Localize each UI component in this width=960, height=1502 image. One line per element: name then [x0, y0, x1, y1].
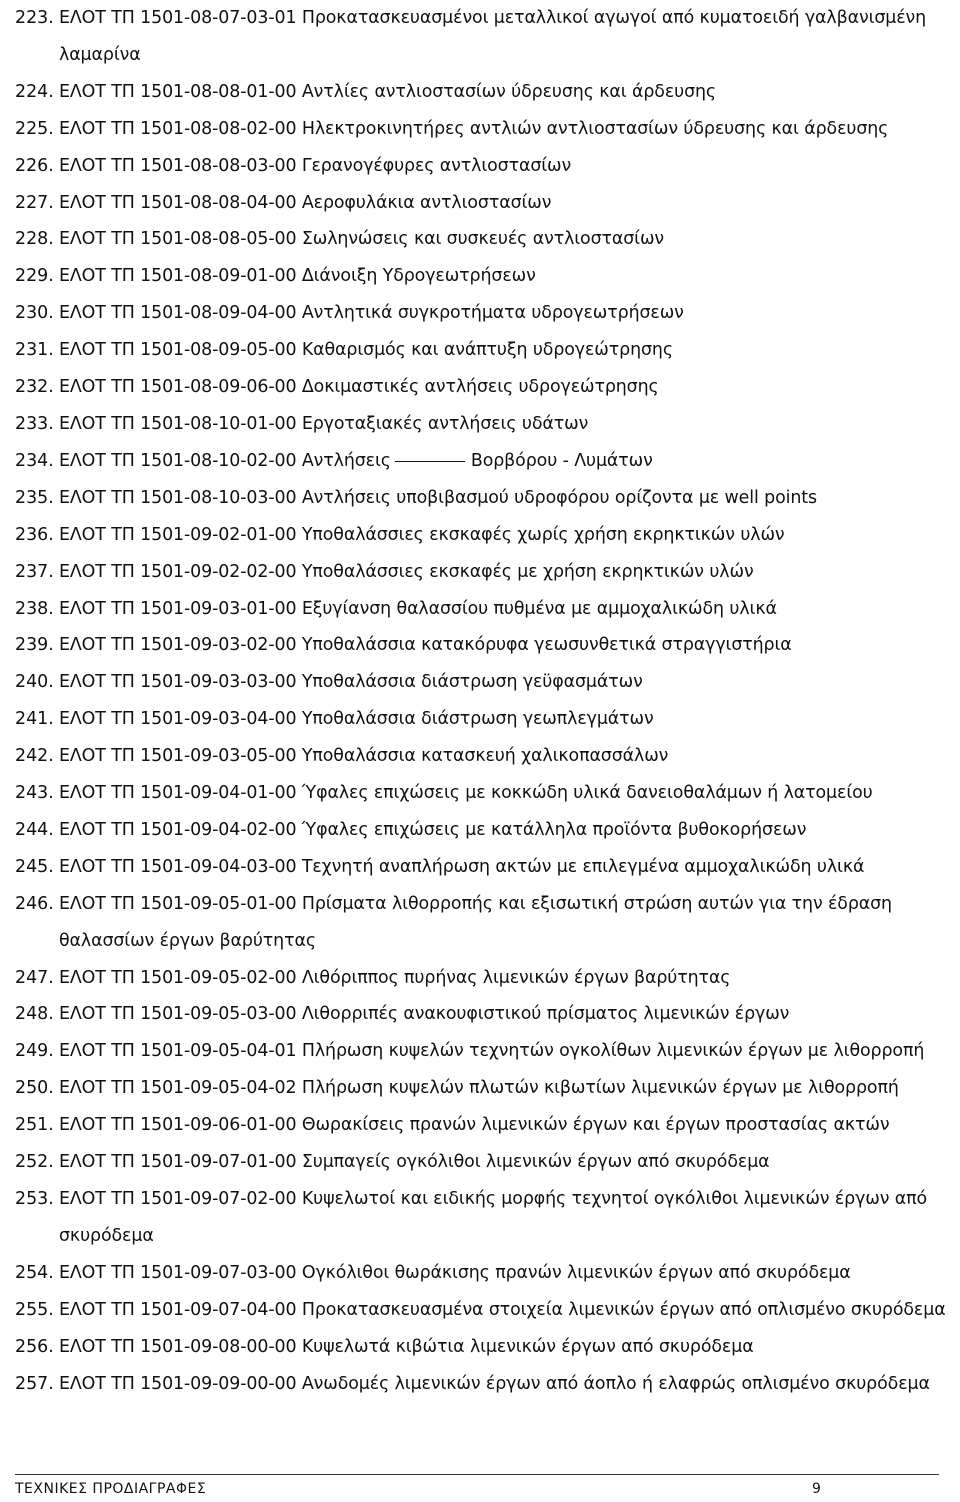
item-number: 250. — [15, 1078, 54, 1099]
list-item — [15, 738, 955, 775]
item-text: ΕΛΟΤ ΤΠ 1501-09-07-03-00 Ογκόλιθοι θωράκισης πρανών λιμενικών έργων από σκυρόδεμα — [59, 1262, 851, 1283]
item-number: 246. — [15, 893, 54, 914]
item-text: ΕΛΟΤ ΤΠ 1501-08-09-05-00 Καθαρισμός και ανάπτυξη υδρογεώτρησης — [59, 340, 673, 361]
item-text: ΕΛΟΤ ΤΠ 1501-09-08-00-00 Κυψελωτά κιβώτια λιμενικών έργων από σκυρόδεμα — [59, 1336, 754, 1357]
item-text: ΕΛΟΤ ΤΠ 1501-09-05-03-00 Λιθορριπές ανακουφιστικού πρίσματος λιμενικών έργων — [59, 1004, 790, 1025]
list-item — [15, 443, 955, 480]
item-text: ΕΛΟΤ ΤΠ 1501-09-05-01-00 Πρίσματα λιθορροπής και εξισωτική στρώση αυτών για την έδραση θαλασσίων έργων βαρύτητας — [59, 893, 892, 951]
list-item — [15, 627, 955, 664]
list-item — [15, 1292, 955, 1329]
item-number: 236. — [15, 524, 54, 545]
item-text: ΕΛΟΤ ΤΠ 1501-09-05-02-00 Λιθόριππος πυρήνας λιμενικών έργων βαρύτητας — [59, 967, 731, 988]
list-item — [15, 886, 955, 960]
item-number: 257. — [15, 1373, 54, 1394]
item-number: 252. — [15, 1152, 54, 1173]
item-text: ΕΛΟΤ ΤΠ 1501-09-03-02-00 Υποθαλάσσια κατακόρυφα γεωσυνθετικά στραγγιστήρια — [59, 635, 792, 656]
item-number: 224. — [15, 81, 54, 102]
list-item — [15, 960, 955, 997]
item-number: 256. — [15, 1336, 54, 1357]
list-item — [15, 258, 955, 295]
item-number: 239. — [15, 635, 54, 656]
item-text: ΕΛΟΤ ΤΠ 1501-09-04-02-00 Ύφαλες επιχώσεις με κατάλληλα προϊόντα βυθοκορήσεων — [59, 819, 807, 840]
list-item — [15, 517, 955, 554]
item-number: 238. — [15, 598, 54, 619]
item-text: ΕΛΟΤ ΤΠ 1501-08-08-05-00 Σωληνώσεις και συσκευές αντλιοστασίων — [59, 229, 665, 250]
item-text-part-b: Βορβόρου - Λυμάτων — [470, 450, 653, 471]
item-number: 226. — [15, 155, 54, 176]
item-number: 251. — [15, 1115, 54, 1136]
item-number: 249. — [15, 1041, 54, 1062]
footer-title: ΤΕΧΝΙΚΕΣ ΠΡΟΔΙΑΓΡΑΦΕΣ — [15, 1481, 207, 1497]
spec-list — [15, 0, 955, 1402]
item-text: ΕΛΟΤ ΤΠ 1501-09-05-04-02 Πλήρωση κυψελών πλωτών κιβωτίων λιμενικών έργων με λιθορροπή — [59, 1078, 899, 1099]
list-item — [15, 1070, 955, 1107]
item-number: 248. — [15, 1004, 54, 1025]
item-number: 241. — [15, 709, 54, 730]
item-number: 243. — [15, 783, 54, 804]
item-text: ΕΛΟΤ ΤΠ 1501-09-04-03-00 Τεχνητή αναπλήρωση ακτών με επιλεγμένα αμμοχαλικώδη υλικά — [59, 856, 865, 877]
list-item — [15, 369, 955, 406]
item-text: ΕΛΟΤ ΤΠ 1501-09-07-01-00 Συμπαγείς ογκόλιθοι λιμενικών έργων από σκυρόδεμα — [59, 1152, 770, 1173]
item-number: 232. — [15, 377, 54, 398]
list-item — [15, 812, 955, 849]
list-item — [15, 295, 955, 332]
item-text: ΕΛΟΤ ΤΠ 1501-09-03-01-00 Εξυγίανση θαλασσίου πυθμένα με αμμοχαλικώδη υλικά — [59, 598, 777, 619]
item-number: 229. — [15, 266, 54, 287]
item-text: ΕΛΟΤ ΤΠ 1501-08-08-02-00 Ηλεκτροκινητήρες αντλιών αντλιοστασίων ύδρευσης και άρδευσης — [59, 118, 889, 139]
item-number: 253. — [15, 1189, 54, 1209]
list-item — [15, 480, 955, 517]
page-number: 9 — [812, 1481, 821, 1497]
list-item — [15, 0, 955, 74]
list-item — [15, 74, 955, 111]
list-item — [15, 701, 955, 738]
list-item — [15, 849, 955, 886]
item-text — [59, 443, 955, 480]
item-text: ΕΛΟΤ ΤΠ 1501-08-09-06-00 Δοκιμαστικές αντλήσεις υδρογεώτρησης — [59, 377, 659, 398]
item-text: ΕΛΟΤ ΤΠ 1501-09-09-00-00 Ανωδομές λιμενικών έργων από άοπλο ή ελαφρώς οπλισμένο σκυρόδεμα — [59, 1373, 930, 1394]
list-item — [15, 1033, 955, 1070]
item-text: ΕΛΟΤ ΤΠ 1501-09-02-01-00 Υποθαλάσσιες εκσκαφές χωρίς χρήση εκρηκτικών υλών — [59, 524, 785, 545]
item-number: 228. — [15, 229, 54, 250]
item-text: ΕΛΟΤ ΤΠ 1501-08-09-04-00 Αντλητικά συγκροτήματα υδρογεωτρήσεων — [59, 303, 684, 324]
item-number: 247. — [15, 967, 54, 988]
list-item — [15, 185, 955, 222]
item-text: ΕΛΟΤ ΤΠ 1501-09-02-02-00 Υποθαλάσσιες εκσκαφές με χρήση εκρηκτικών υλών — [59, 561, 754, 582]
list-item — [15, 1181, 955, 1255]
list-item — [15, 591, 955, 628]
item-text-part-a: ΕΛΟΤ ΤΠ 1501-08-10-02-00 Αντλήσεις — [59, 450, 391, 471]
list-item — [15, 221, 955, 258]
item-text: ΕΛΟΤ ΤΠ 1501-08-09-01-00 Διάνοιξη Υδρογεωτρήσεων — [59, 266, 536, 287]
list-item — [15, 1255, 955, 1292]
item-text: ΕΛΟΤ ΤΠ 1501-08-07-03-01 Προκατασκευασμένοι μεταλλικοί αγωγοί από κυματοειδή γαλβανισμένη λαμαρίνα — [59, 8, 927, 65]
item-text: ΕΛΟΤ ΤΠ 1501-08-08-01-00 Αντλίες αντλιοστασίων ύδρευσης και άρδευσης — [59, 81, 717, 102]
list-item — [15, 111, 955, 148]
list-item — [15, 332, 955, 369]
item-number: 231. — [15, 340, 54, 361]
list-item — [15, 775, 955, 812]
item-number: 240. — [15, 672, 54, 693]
list-item — [15, 664, 955, 701]
list-item — [15, 554, 955, 591]
list-item — [15, 1144, 955, 1181]
item-text: ΕΛΟΤ ΤΠ 1501-09-06-01-00 Θωρακίσεις πρανών λιμενικών έργων και έργων προστασίας ακτών — [59, 1115, 890, 1136]
item-number: 233. — [15, 413, 54, 434]
item-number: 234. — [15, 450, 54, 471]
item-number: 254. — [15, 1262, 54, 1283]
item-text: ΕΛΟΤ ΤΠ 1501-08-10-01-00 Εργοταξιακές αντλήσεις υδάτων — [59, 413, 589, 434]
item-text: ΕΛΟΤ ΤΠ 1501-08-08-04-00 Αεροφυλάκια αντλιοστασίων — [59, 192, 552, 213]
item-text: ΕΛΟΤ ΤΠ 1501-09-03-03-00 Υποθαλάσσια διάστρωση γεϋφασμάτων — [59, 672, 643, 693]
item-text: ΕΛΟΤ ΤΠ 1501-09-04-01-00 Ύφαλες επιχώσεις με κοκκώδη υλικά δανειοθαλάμων ή λατομείου — [59, 783, 873, 804]
item-text: ΕΛΟΤ ΤΠ 1501-08-10-03-00 Αντλήσεις υποβιβασμού υδροφόρου ορίζοντα με well points — [59, 487, 817, 508]
item-text: ΕΛΟΤ ΤΠ 1501-09-07-04-00 Προκατασκευασμένα στοιχεία λιμενικών έργων από οπλισμένο σκυρόδεμα — [59, 1299, 946, 1320]
item-number: 237. — [15, 561, 54, 582]
item-number: 255. — [15, 1299, 54, 1320]
item-number: 245. — [15, 856, 54, 877]
list-item — [15, 148, 955, 185]
item-number: 225. — [15, 118, 54, 139]
item-number: 244. — [15, 819, 54, 840]
list-item — [15, 406, 955, 443]
item-text: ΕΛΟΤ ΤΠ 1501-08-08-03-00 Γερανογέφυρες αντλιοστασίων — [59, 155, 572, 176]
item-number: 235. — [15, 487, 54, 508]
item-number: 242. — [15, 746, 54, 767]
item-number: 230. — [15, 303, 54, 324]
blank-underline — [395, 460, 465, 462]
list-item — [15, 1329, 955, 1366]
item-text: ΕΛΟΤ ΤΠ 1501-09-05-04-01 Πλήρωση κυψελών τεχνητών ογκολίθων λιμενικών έργων με λιθορροπή — [59, 1041, 925, 1062]
list-item — [15, 1107, 955, 1144]
item-text: ΕΛΟΤ ΤΠ 1501-09-03-04-00 Υποθαλάσσια διάστρωση γεωπλεγμάτων — [59, 709, 654, 730]
item-text: ΕΛΟΤ ΤΠ 1501-09-07-02-00 Κυψελωτοί και ειδικής μορφής τεχνητοί ογκόλιθοι λιμενικών έργων από σκυρόδεμα — [59, 1189, 928, 1246]
item-text: ΕΛΟΤ ΤΠ 1501-09-03-05-00 Υποθαλάσσια κατασκευή χαλικοπασσάλων — [59, 746, 669, 767]
footer-divider — [15, 1474, 939, 1475]
item-number: 227. — [15, 192, 54, 213]
item-number: 223. — [15, 8, 54, 28]
list-item — [15, 1366, 955, 1403]
list-item — [15, 996, 955, 1033]
